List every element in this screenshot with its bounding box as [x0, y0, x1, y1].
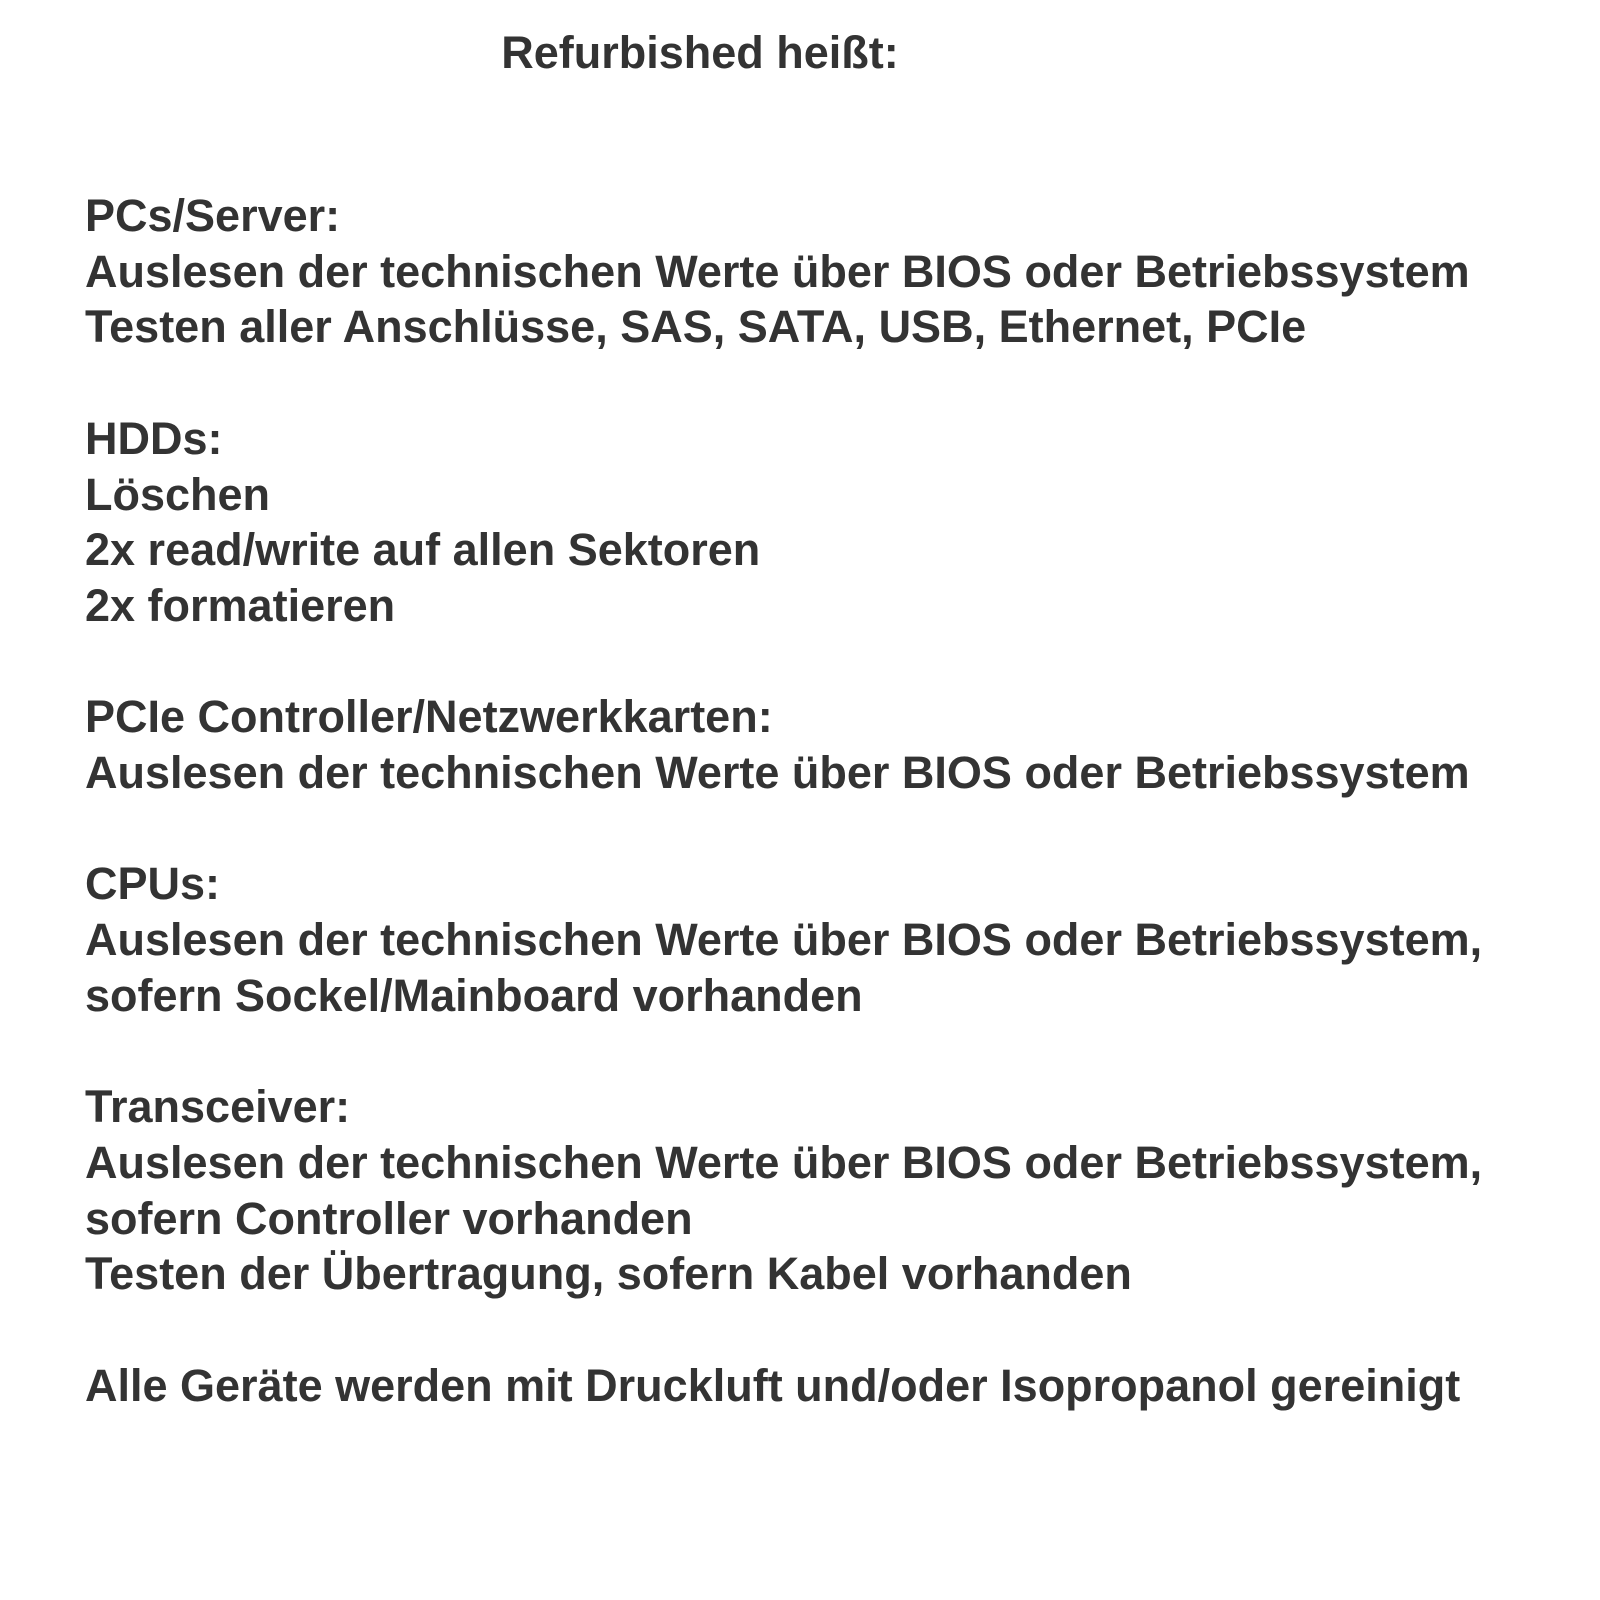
section-line: sofern Sockel/Mainboard vorhanden: [85, 969, 863, 1021]
section-line: Auslesen der technischen Werte über BIOS oder Betriebssystem,: [85, 914, 1483, 966]
section-hdds: [85, 411, 1590, 634]
section-heading: CPUs:: [85, 858, 221, 910]
section-line: Auslesen der technischen Werte über BIOS oder Betriebssystem: [85, 245, 1470, 297]
section-line: Löschen: [85, 468, 271, 520]
section-cpus: [85, 856, 1590, 1023]
page-title: Refurbished heißt:: [501, 27, 899, 78]
section-line: Auslesen der technischen Werte über BIOS oder Betriebssystem: [85, 747, 1470, 798]
section-heading: PCs/Server:: [85, 190, 341, 241]
section-line: Testen aller Anschlüsse, SAS, SATA, USB, Ethernet, PCIe: [85, 301, 1307, 353]
section-line: 2x formatieren: [85, 579, 396, 631]
section-line: Testen der Übertragung, sofern Kabel vorhanden: [85, 1248, 1132, 1300]
cleaning-note: Alle Geräte werden mit Druckluft und/oder Isopropanol gereinigt: [85, 1359, 1461, 1411]
section-pcs-server: [85, 188, 1590, 355]
section-heading: PCIe Controller/Netzwerkkarten:: [85, 691, 773, 743]
section-heading: HDDs:: [85, 412, 223, 464]
section-pcie-controller: [85, 689, 1590, 800]
section-line: Auslesen der technischen Werte über BIOS oder Betriebssystem,: [85, 1136, 1483, 1188]
section-line: 2x read/write auf allen Sektoren: [85, 524, 761, 576]
section-line: sofern Controller vorhanden: [85, 1192, 693, 1244]
section-heading: Transceiver:: [85, 1081, 351, 1133]
section-transceiver: [85, 1079, 1590, 1302]
document-body: [85, 188, 1590, 1413]
